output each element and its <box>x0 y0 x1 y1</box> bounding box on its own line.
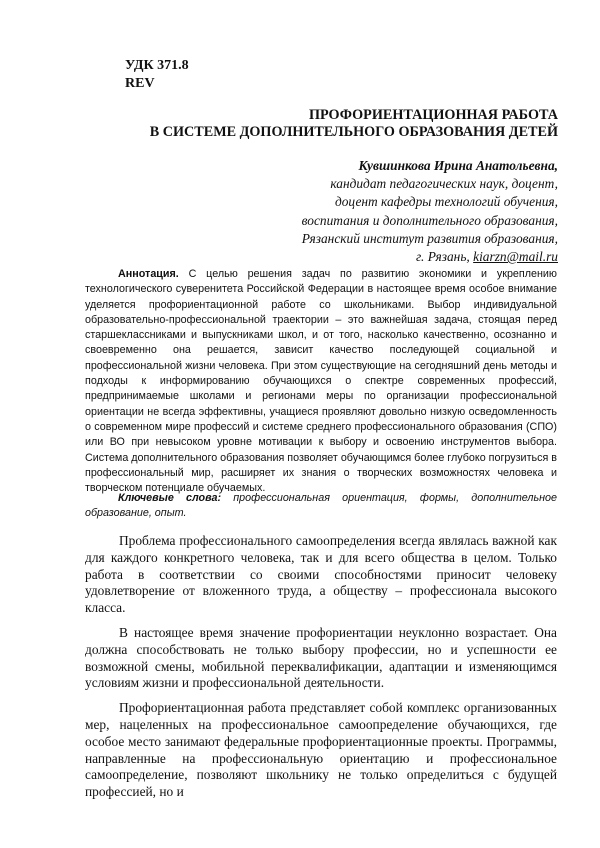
abstract-text: С целью решения задач по развитию экономики и укреплению технологического суверенитета Российской Федерации в настоящее время особое внимание уделяется профориентационной работе со школьниками. Выбор индивидуальной образовательно-профессиональной траектории – это важнейшая задача, стоящая перед старшеклассниками и выпускниками школ, и от того, насколько качественно, осознанно и своевременно она решается, зависит качество последующей социальной и профессиональной жизни человека. При этом существующие на сегодняшний день методы и подходы к информированию обучающихся о спектре современных профессий, предпринимаемые школами и регионами меры по организации профессиональной ориентации не всегда эффективны, учащиеся проявляют довольно низкую осведомленность о современном мире профессий и системе среднего профессионального образования (СПО) или ВО при невысоком уровне мотивации к выбору и освоению инструментов выбора. Система дополнительного образования позволяет обучающимся более глубоко погрузиться в профессиональный мир, расширяет их знания о творческих возможностях человека и творческом потенциале обучаемых. <box>85 268 557 494</box>
keywords-label: Ключевые слова: <box>118 492 221 504</box>
author-name: Кувшинкова Ирина Анатольевна, <box>250 157 558 175</box>
body-paragraph-3: Профориентационная работа представляет собой комплекс организованных мер, нацеленных на профессиональное самоопределение обучающихся, где особое место занимают федеральные профориентационные проекты. Программы, направленные на профессиональную ориентацию и профессиональное самоопределение, позволяют школьнику не только определиться с будущей профессией, но и <box>85 700 557 801</box>
article-body <box>85 533 557 809</box>
paper-page <box>0 0 600 848</box>
abstract-label: Аннотация. <box>118 268 179 280</box>
author-city: г. Рязань, <box>416 249 470 264</box>
body-paragraph-1: Проблема профессионального самоопределения всегда являлась важной как для каждого конкретного человека, так и для всего общества в целом. Только работа в соответствии со своими способностями приносит человеку удовлетворение от вложенного труда, а обществу – профессионала высокого класса. <box>85 533 557 617</box>
author-position: доцент кафедры технологий обучения, <box>250 193 558 211</box>
body-paragraph-2: В настоящее время значение профориентации неуклонно возрастает. Она должна способствовать не только выбору профессии, но и успешности ее возможной смены, мобильной переквалификации, адаптации и изменяющимся условиям жизни и профессиональной деятельности. <box>85 625 557 692</box>
author-institution: Рязанский институт развития образования, <box>250 230 558 248</box>
rev-label: REV <box>125 75 189 93</box>
author-block <box>250 157 558 266</box>
keywords-text: профессиональная ориентация, формы, дополнительное образование, опыт. <box>85 492 557 519</box>
abstract <box>85 267 557 496</box>
author-location <box>250 248 558 266</box>
udk-code: УДК 371.8 <box>125 57 189 75</box>
author-email-link[interactable]: kiarzn@mail.ru <box>473 249 558 264</box>
author-department: воспитания и дополнительного образования, <box>250 212 558 230</box>
title-line-1: ПРОФОРИЕНТАЦИОННАЯ РАБОТА <box>130 107 558 124</box>
author-degree: кандидат педагогических наук, доцент, <box>250 175 558 193</box>
keywords <box>85 491 557 522</box>
udk-block <box>125 57 189 93</box>
article-title <box>130 107 558 141</box>
title-line-2: В СИСТЕМЕ ДОПОЛНИТЕЛЬНОГО ОБРАЗОВАНИЯ ДЕТЕЙ <box>130 124 558 141</box>
